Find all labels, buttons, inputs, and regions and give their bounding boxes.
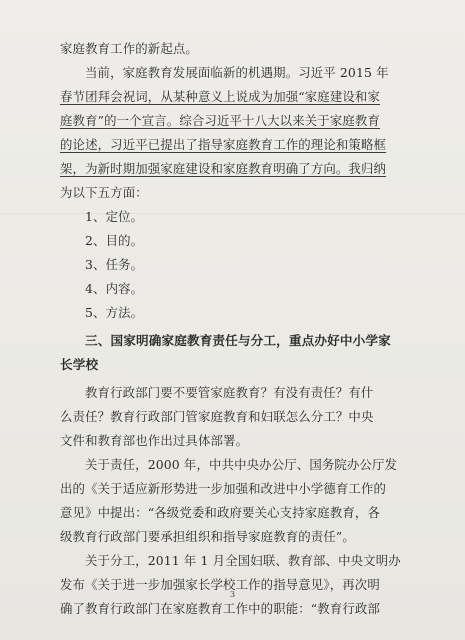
list-item: 2、目的。 (85, 233, 144, 248)
section-heading: 长学校 (60, 357, 99, 372)
text-line: 的论述，习近平已提出了指导家庭教育工作的理论和策略框 (60, 137, 387, 152)
text-line: 教育行政部门要不要管家庭教育？有没有责任？有什 (85, 385, 374, 400)
page-number: 3 (229, 590, 236, 599)
body-text (60, 37, 430, 621)
section-heading: 三、国家明确家庭教育责任与分工，重点办好中小学家 (85, 333, 391, 348)
text-line: 级教育行政部门要承担组织和指导家庭教育的责任”。 (60, 529, 355, 544)
list-item: 4、内容。 (85, 281, 144, 296)
text-line: 么责任？教育行政部门管家庭教育和妇联怎么分工？中央 (60, 409, 374, 424)
text-line: 架，为新时期加强家庭建设和家庭教育明确了方向。我归纳 (60, 161, 387, 176)
text-line: 意见》中提出：“各级党委和政府要关心支持家庭教育，各 (60, 505, 380, 520)
text-line: 关于责任，2000 年，中共中央办公厅、国务院办公厅发 (85, 457, 398, 472)
text-line: 庭教育”的一个宣言。综合习近平十八大以来关于家庭教育 (60, 113, 380, 128)
list-item: 5、方法。 (85, 305, 144, 320)
text-line: 当前，家庭教育发展面临新的机遇期。习近平 2015 年 (85, 65, 389, 80)
text-line: 文件和教育部也作出过具体部署。 (60, 433, 249, 448)
text-line: 春节团拜会祝词，从某种意义上说成为加强“家庭建设和家 (60, 89, 380, 104)
text-line: 家庭教育工作的新起点。 (60, 41, 198, 56)
list-item: 1、定位。 (85, 209, 144, 224)
list-item: 3、任务。 (85, 257, 144, 272)
text-line: 为以下五方面： (60, 185, 148, 200)
text-line: 确了教育行政部门在家庭教育工作中的职能：“教育行政部 (60, 601, 380, 616)
text-line: 发布《关于进一步加强家长学校工作的指导意见》，再次明 (60, 577, 380, 592)
text-line: 关于分工，2011 年 1 月全国妇联、教育部、中央文明办 (85, 553, 401, 568)
text-line: 出的《关于适应新形势进一步加强和改进中小学德育工作的 (60, 481, 387, 496)
